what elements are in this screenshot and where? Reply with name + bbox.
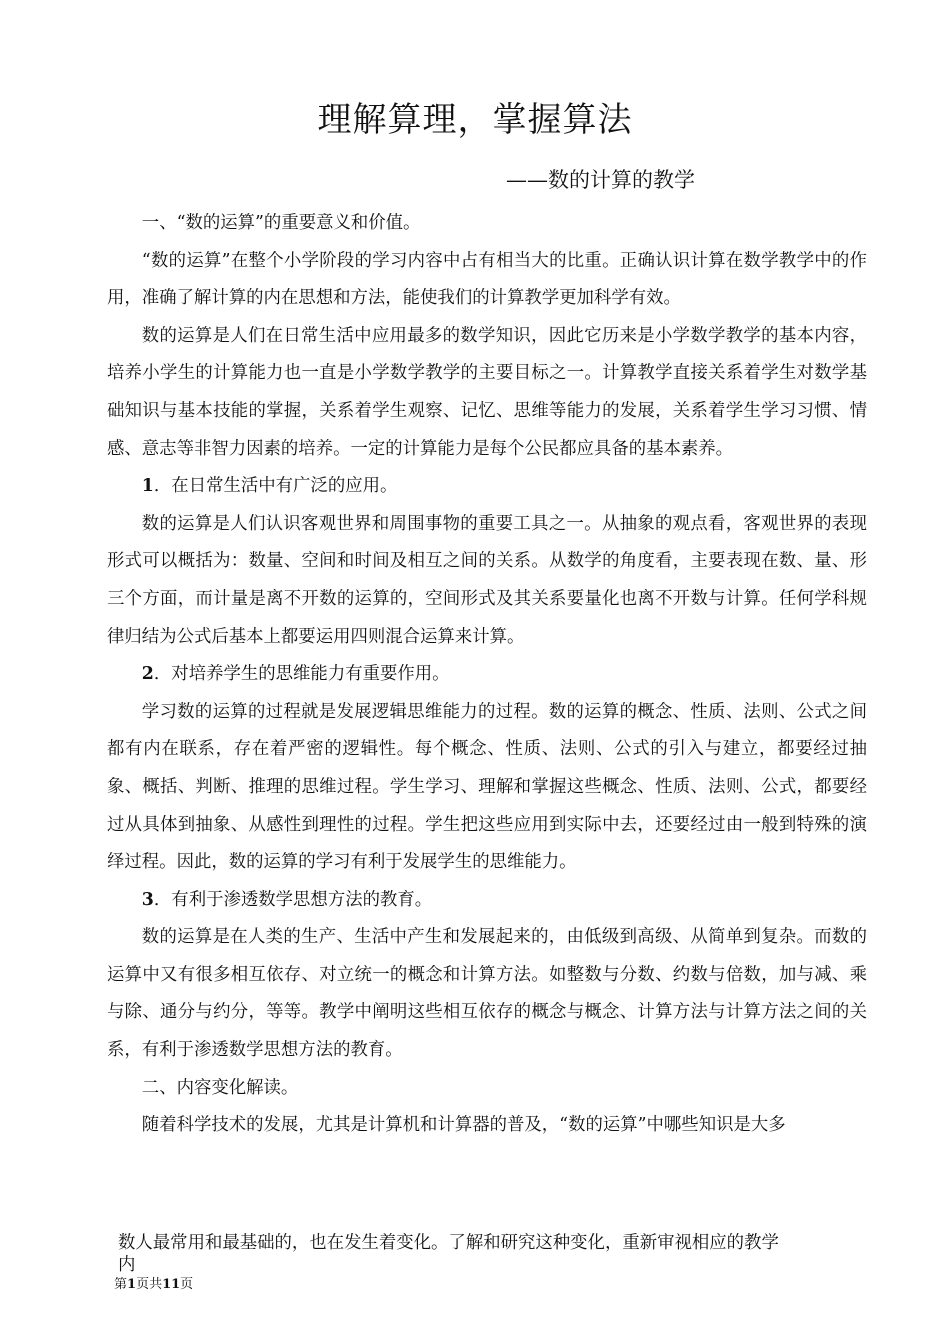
paragraph-2: 数的运算是人们在日常生活中应用最多的数学知识，因此它历来是小学数学教学的基本内容，培养小学生的计算能力也一直是小学数学教学的主要目标之一。计算教学直接关系着学生对数学基础知识与基本技能的掌握，关系着学生观察、记忆、思维等能力的发展，关系着学生学习习惯、情感、意志等非智力因素的培养。一定的计算能力是每个公民都应具备的基本素养。 (107, 325, 867, 459)
list-item-2 (107, 656, 867, 694)
list-item-1 (107, 468, 867, 506)
overflow-line-2: 内 (118, 1255, 136, 1275)
list-item-1-number: 1 (141, 476, 154, 497)
footer-page-number: 1 (127, 1277, 137, 1292)
list-item-3-number: 3 (141, 889, 154, 910)
overflow-line-1: 数人最常用和最基础的，也在发生着变化。了解和研究这种变化，重新审视相应的教学 (118, 1233, 779, 1253)
document-body (107, 205, 867, 1145)
footer-suffix: 页 (180, 1277, 194, 1292)
document-title: 理解算理，掌握算法 (317, 100, 633, 140)
list-item-2-text: ．对培养学生的思维能力有重要作用。 (153, 664, 450, 685)
footer-prefix: 第 (114, 1277, 128, 1292)
list-item-3 (107, 882, 867, 920)
paragraph-5: 数的运算是在人类的生产、生活中产生和发展起来的，由低级到高级、从简单到复杂。而数的运算中又有很多相互依存、对立统一的概念和计算方法。如整数与分数、约数与倍数，加与减、乘与除、通分与约分，等等。教学中阐明这些相互依存的概念与概念、计算方法与计算方法之间的关系，有利于渗透数学思想方法的教育。 (107, 927, 867, 1061)
paragraph-6: 随着科学技术的发展，尤其是计算机和计算器的普及，“数的运算”中哪些知识是大多 (141, 1115, 786, 1136)
list-item-2-number: 2 (141, 664, 154, 685)
footer-middle: 页共 (136, 1277, 163, 1292)
list-item-1-text: ．在日常生活中有广泛的应用。 (153, 476, 398, 497)
paragraph-3: 数的运算是人们认识客观世界和周围事物的重要工具之一。从抽象的观点看，客观世界的表现形式可以概括为：数量、空间和时间及相互之间的关系。从数学的角度看，主要表现在数、量、形三个方面，而计量是离不开数的运算的，空间形式及其关系要量化也离不开数与计算。任何学科规律归结为公式后基本上都要运用四则混合运算来计算。 (107, 513, 867, 647)
section-heading-2: 二、内容变化解读。 (141, 1077, 299, 1098)
paragraph-4: 学习数的运算的过程就是发展逻辑思维能力的过程。数的运算的概念、性质、法则、公式之间都有内在联系，存在着严密的逻辑性。每个概念、性质、法则、公式的引入与建立，都要经过抽象、概括、判断、推理的思维过程。学生学习、理解和掌握这些概念、性质、法则、公式，都要经过从具体到抽象、从感性到理性的过程。学生把这些应用到实际中去，还要经过由一般到特殊的演绎过程。因此，数的运算的学习有利于发展学生的思维能力。 (107, 701, 867, 873)
document-subtitle: ——数的计算的教学 (506, 168, 695, 192)
paragraph-1: “数的运算”在整个小学阶段的学习内容中占有相当大的比重。正确认识计算在数学教学中的作用，准确了解计算的内在思想和方法，能使我们的计算教学更加科学有效。 (107, 250, 867, 309)
footer-total-pages: 11 (162, 1277, 181, 1292)
list-item-3-text: ．有利于渗透数学思想方法的教育。 (153, 889, 433, 910)
page-footer (114, 1276, 193, 1294)
section-heading-1: 一、“数的运算”的重要意义和价值。 (141, 213, 421, 233)
overflow-text (118, 1232, 858, 1276)
